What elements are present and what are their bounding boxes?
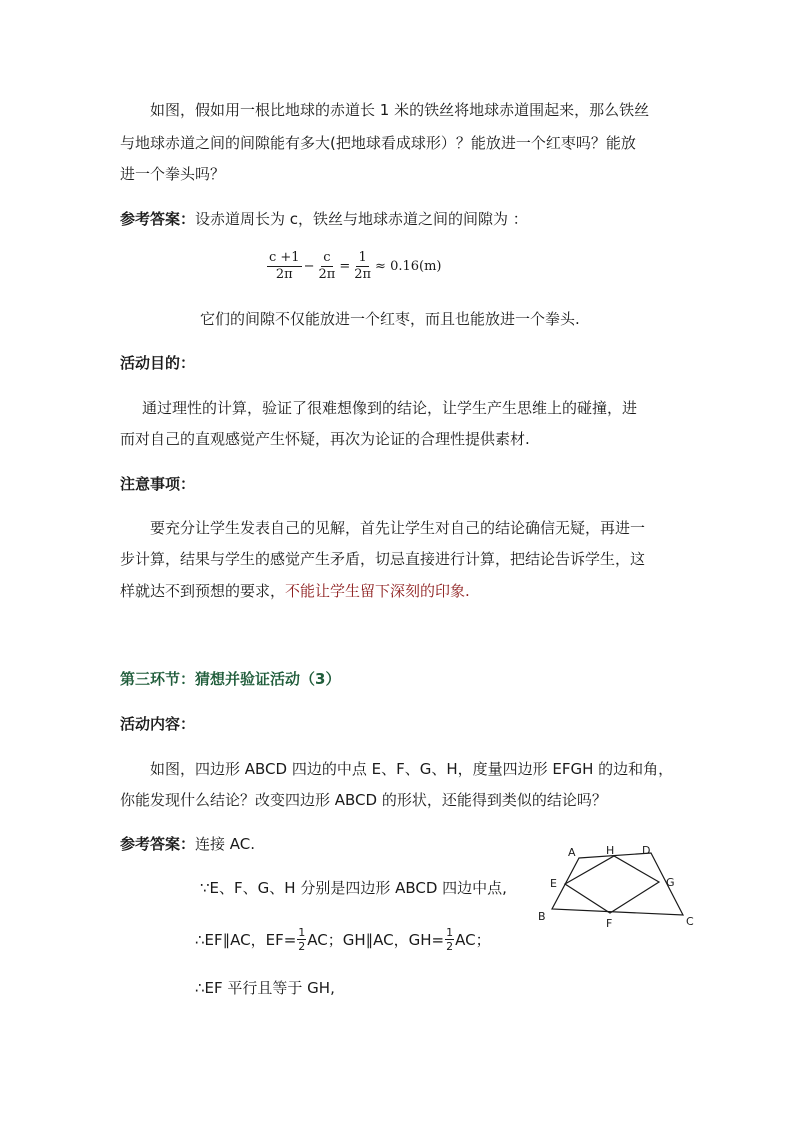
- label-b: B: [538, 910, 546, 923]
- formula-approx: ≈ 0.16(m): [375, 259, 442, 274]
- quadrilateral-efgh: [565, 856, 659, 913]
- answer1-text: 设赤道周长为 c，铁丝与地球赤道之间的间隙为 ：: [195, 210, 528, 228]
- label-a: A: [568, 846, 576, 859]
- gap-formula: [265, 250, 442, 283]
- answer1-label: 参考答案：: [120, 210, 196, 228]
- label-h: H: [606, 844, 615, 857]
- answer1-conclusion: 它们的间隙不仅能放进一个红枣，而且也能放进一个拳头.: [200, 310, 580, 328]
- notes-line1: 要充分让学生发表自己的见解，首先让学生对自己的结论确信无疑，再进一: [150, 519, 646, 537]
- formula-frac3: $\frac{1}{2\pi}$: [354, 250, 372, 282]
- purpose-line2: 而对自己的直观感觉产生怀疑，再次为论证的合理性提供素材.: [120, 430, 530, 448]
- quadrilateral-abcd: [552, 853, 683, 915]
- half-fraction-1: $\frac{1}{2}$: [298, 926, 306, 953]
- formula-frac2: $\frac{c}{2\pi}$: [318, 250, 336, 282]
- formula-eq: =: [339, 259, 351, 274]
- para1-line2: 与地球赤道之间的间隙能有多大(把地球看成球形）？能放进一个红枣吗？能放: [120, 134, 636, 152]
- half-fraction-2: $\frac{1}{2}$: [446, 926, 454, 953]
- answer2-text: 连接 AC.: [195, 835, 256, 853]
- label-g: G: [666, 876, 675, 889]
- quadrilateral-diagram: [530, 838, 700, 938]
- notes-line2: 步计算，结果与学生的感觉产生矛盾，切忌直接进行计算，把结论告诉学生，这: [120, 550, 646, 568]
- answer2-step2: ∴EF∥AC，EF= $\frac{1}{2}$ AC；GH∥AC，GH= $\frac{1}{2}$ AC；: [195, 926, 491, 953]
- section3-line1: 如图，四边形 ABCD 四边的中点 E、F、G、H，度量四边形 EFGH 的边和角，: [150, 760, 674, 778]
- formula-minus: −: [303, 259, 315, 274]
- label-f: F: [606, 917, 613, 930]
- section3-title: 第三环节：猜想并验证活动（3）: [120, 670, 341, 688]
- notes-line3-normal: 样就达不到预想的要求，: [120, 582, 286, 600]
- label-c: C: [686, 915, 694, 928]
- label-d: D: [642, 844, 651, 857]
- notes-line3: [120, 580, 470, 602]
- answer2-step3: ∴EF 平行且等于 GH,: [195, 979, 335, 997]
- answer2-step1: ∵E、F、G、H 分别是四边形 ABCD 四边中点,: [200, 879, 507, 897]
- answer1-line: [120, 208, 528, 230]
- formula-frac1: $\frac{c +1}{2\pi}$: [269, 250, 300, 282]
- section3-content-heading: 活动内容：: [120, 715, 196, 733]
- answer2-label: 参考答案：: [120, 835, 196, 853]
- para1-line1: 如图，假如用一根比地球的赤道长 1 米的铁丝将地球赤道围起来，那么铁丝: [150, 101, 650, 119]
- notes-line3-emphasis: 不能让学生留下深刻的印象.: [285, 582, 470, 600]
- notes-heading: 注意事项：: [120, 475, 196, 493]
- answer2-line: [120, 833, 255, 855]
- purpose-line1: 通过理性的计算，验证了很难想像到的结论，让学生产生思维上的碰撞，进: [142, 399, 638, 417]
- purpose-heading: 活动目的：: [120, 354, 196, 372]
- label-e: E: [550, 877, 557, 890]
- section3-line2: 你能发现什么结论？改变四边形 ABCD 的形状，还能得到类似的结论吗？: [120, 791, 607, 809]
- para1-line3: 进一个拳头吗？: [120, 165, 226, 183]
